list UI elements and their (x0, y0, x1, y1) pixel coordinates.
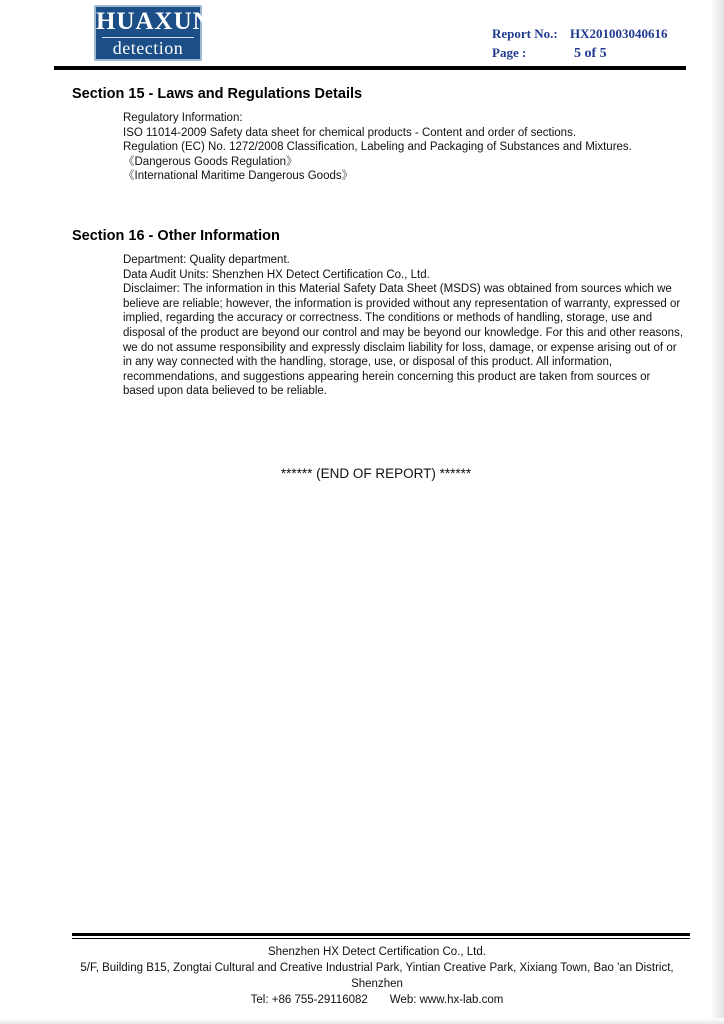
report-number-row (492, 24, 682, 43)
section-15-line: 《International Maritime Dangerous Goods》 (123, 170, 354, 183)
company-logo (94, 5, 212, 61)
logo-text-top: HUAXUN (96, 8, 212, 35)
section-15-line: Regulatory Information: (123, 112, 243, 124)
footer-address: 5/F, Building B15, Zongtai Cultural and Creative Industrial Park, Yintian Creative Park, Xixiang Town, Bao 'an District, Shenzhen (80, 962, 674, 990)
header-rule (54, 66, 686, 70)
page-value: 5 of 5 (574, 46, 607, 61)
page-label: Page : (492, 45, 527, 60)
footer-contact (72, 992, 682, 1008)
footer-rule-thin (72, 938, 690, 939)
section-15-line: Regulation (EC) No. 1272/2008 Classification, Labeling and Packaging of Substances and Mixtures. (123, 141, 632, 154)
section-16-line: Data Audit Units: Shenzhen HX Detect Certification Co., Ltd. (123, 268, 430, 281)
section-15-line: ISO 11014-2009 Safety data sheet for chemical products - Content and order of sections. (123, 126, 577, 139)
section-16-line: Department: Quality department. (123, 254, 290, 266)
section-15-title: Section 15 - Laws and Regulations Details (72, 86, 363, 102)
report-number-value: HX201003040616 (570, 26, 668, 41)
footer-web: Web: www.hx-lab.com (389, 994, 504, 1006)
section-16-body (123, 253, 683, 399)
section-16-title: Section 16 - Other Information (72, 228, 280, 244)
footer (72, 944, 682, 1008)
logo-text-bottom: detection (112, 38, 184, 58)
report-info (492, 24, 682, 63)
footer-company: Shenzhen HX Detect Certification Co., Ltd. (268, 946, 486, 958)
page-bottom-shadow (0, 1018, 724, 1024)
page-edge-shadow (710, 0, 724, 1024)
section-16-disclaimer: Disclaimer: The information in this Material Safety Data Sheet (MSDS) was obtained from sources which we believe are reliable; however, the information is provided without any representation of warranty, expressed or implied, regarding the accuracy or correctness. The conditions or methods of handling, storage, use and disposal of the product are beyond our control and may be beyond our knowledge. For this and other reasons, we do not assume responsibility and expressly disclaim liability for loss, damage, or expense arising out of or in any way connected with the handling, storage, use, or disposal of this product. All information, recommendations, and suggestions appearing herein concerning this product are taken from sources or based upon data believed to be reliable. (123, 283, 684, 398)
end-of-report: ****** (END OF REPORT) ****** (280, 466, 472, 481)
section-15-body (123, 111, 683, 184)
footer-tel: Tel: +86 755-29116082 (250, 994, 368, 1006)
footer-rule-thick (72, 933, 690, 936)
page-number-row (492, 43, 682, 63)
report-number-label: Report No.: (492, 26, 558, 41)
section-15-line: 《Dangerous Goods Regulation》 (123, 155, 298, 168)
